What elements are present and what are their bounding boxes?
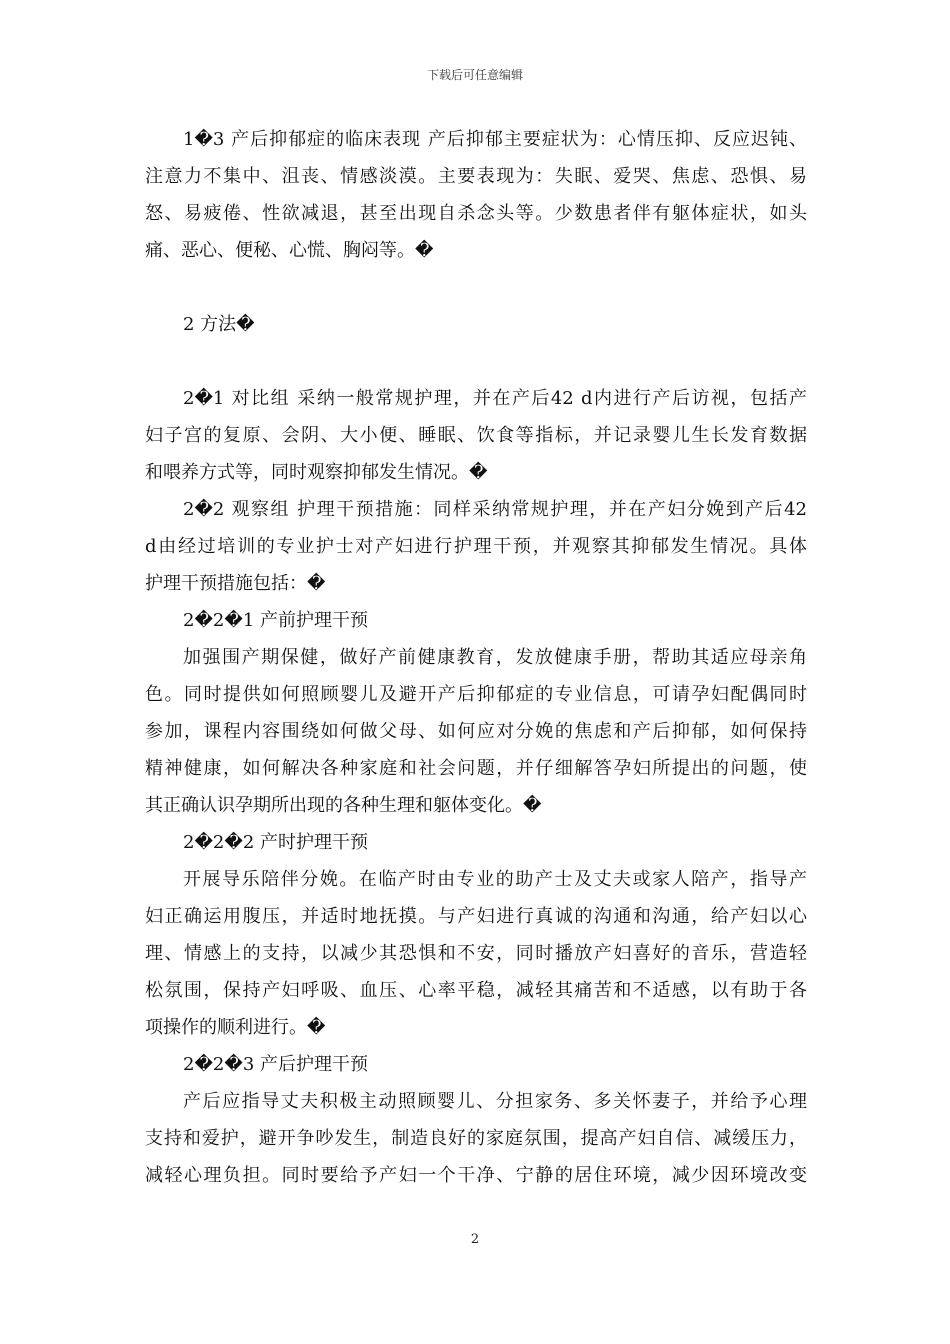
document-body: [145, 121, 807, 1194]
paragraph-2-2-3-line: 减轻心理负担。同时要给予产妇一个干净、宁静的居住环境，减少因环境改变: [145, 1165, 807, 1186]
subsection-heading-intrapartum: 2�2�2 产时护理干预: [183, 832, 368, 853]
paragraph-2-2-2-line: 项操作的顺利进行。�: [145, 1017, 326, 1038]
page-header: 下载后可任意编辑: [426, 68, 523, 82]
paragraph-2-2-1-line: 参加，课程内容围绕如何做父母、如何应对分娩的焦虑和产后抑郁，如何保持: [145, 721, 807, 742]
section-heading-methods: 2 方法�: [183, 314, 255, 335]
paragraph-2-2-3-line: 产后应指导丈夫积极主动照顾婴儿、分担家务、多关怀妻子，并给予心理: [183, 1091, 807, 1112]
paragraph-1-3-line: 1�3 产后抑郁症的临床表现 产后抑郁主要症状为：心情压抑、反应迟钝、: [183, 129, 807, 150]
paragraph-2-2-line: 2�2 观察组 护理干预措施：同样采纳常规护理，并在产妇分娩到产后42: [183, 499, 807, 520]
paragraph-2-2-line: 护理干预措施包括：�: [145, 573, 326, 594]
paragraph-1-3-line: 注意力不集中、沮丧、情感淡漠。主要表现为：失眠、爱哭、焦虑、恐惧、易: [145, 166, 807, 187]
paragraph-2-2-1-line: 其正确认识孕期所出现的各种生理和躯体变化。�: [145, 795, 542, 816]
paragraph-2-1-line: 妇子宫的复原、会阴、大小便、睡眠、饮食等指标，并记录婴儿生长发育数据: [145, 425, 807, 446]
paragraph-2-1-line: 和喂养方式等，同时观察抑郁发生情况。�: [145, 462, 488, 483]
paragraph-2-2-3-line: 支持和爱护，避开争吵发生，制造良好的家庭氛围，提高产妇自信、减缓压力，: [145, 1128, 807, 1149]
paragraph-2-2-1-line: 精神健康，如何解决各种家庭和社会问题，并仔细解答孕妇所提出的问题，使: [145, 758, 807, 779]
paragraph-2-2-line: d由经过培训的专业护士对产妇进行护理干预，并观察其抑郁发生情况。具体: [145, 536, 807, 557]
blank-line: [145, 269, 807, 306]
paragraph-1-3-line: 痛、恶心、便秘、心慌、胸闷等。�: [145, 240, 434, 261]
subsection-heading-prenatal: 2�2�1 产前护理干预: [183, 610, 368, 631]
paragraph-2-2-1-line: 加强围产期保健，做好产前健康教育，发放健康手册，帮助其适应母亲角: [183, 647, 807, 668]
paragraph-2-2-2-line: 理、情感上的支持，以减少其恐惧和不安，同时播放产妇喜好的音乐，营造轻: [145, 943, 807, 964]
page-number: 2: [470, 1232, 480, 1247]
paragraph-2-2-2-line: 妇正确运用腹压，并适时地抚摸。与产妇进行真诚的沟通和沟通，给产妇以心: [145, 906, 807, 927]
blank-line: [145, 343, 807, 380]
paragraph-2-2-2-line: 开展导乐陪伴分娩。在临产时由专业的助产士及丈夫或家人陪产，指导产: [183, 869, 807, 890]
paragraph-1-3-line: 怒、易疲倦、性欲减退，甚至出现自杀念头等。少数患者伴有躯体症状，如头: [145, 203, 807, 224]
paragraph-2-2-1-line: 色。同时提供如何照顾婴儿及避开产后抑郁症的专业信息，可请孕妇配偶同时: [145, 684, 807, 705]
subsection-heading-postpartum: 2�2�3 产后护理干预: [183, 1054, 368, 1075]
paragraph-2-2-2-line: 松氛围，保持产妇呼吸、血压、心率平稳，减轻其痛苦和不适感，以有助于各: [145, 980, 807, 1001]
paragraph-2-1-line: 2�1 对比组 采纳一般常规护理，并在产后42 d内进行产后访视，包括产: [183, 388, 807, 409]
